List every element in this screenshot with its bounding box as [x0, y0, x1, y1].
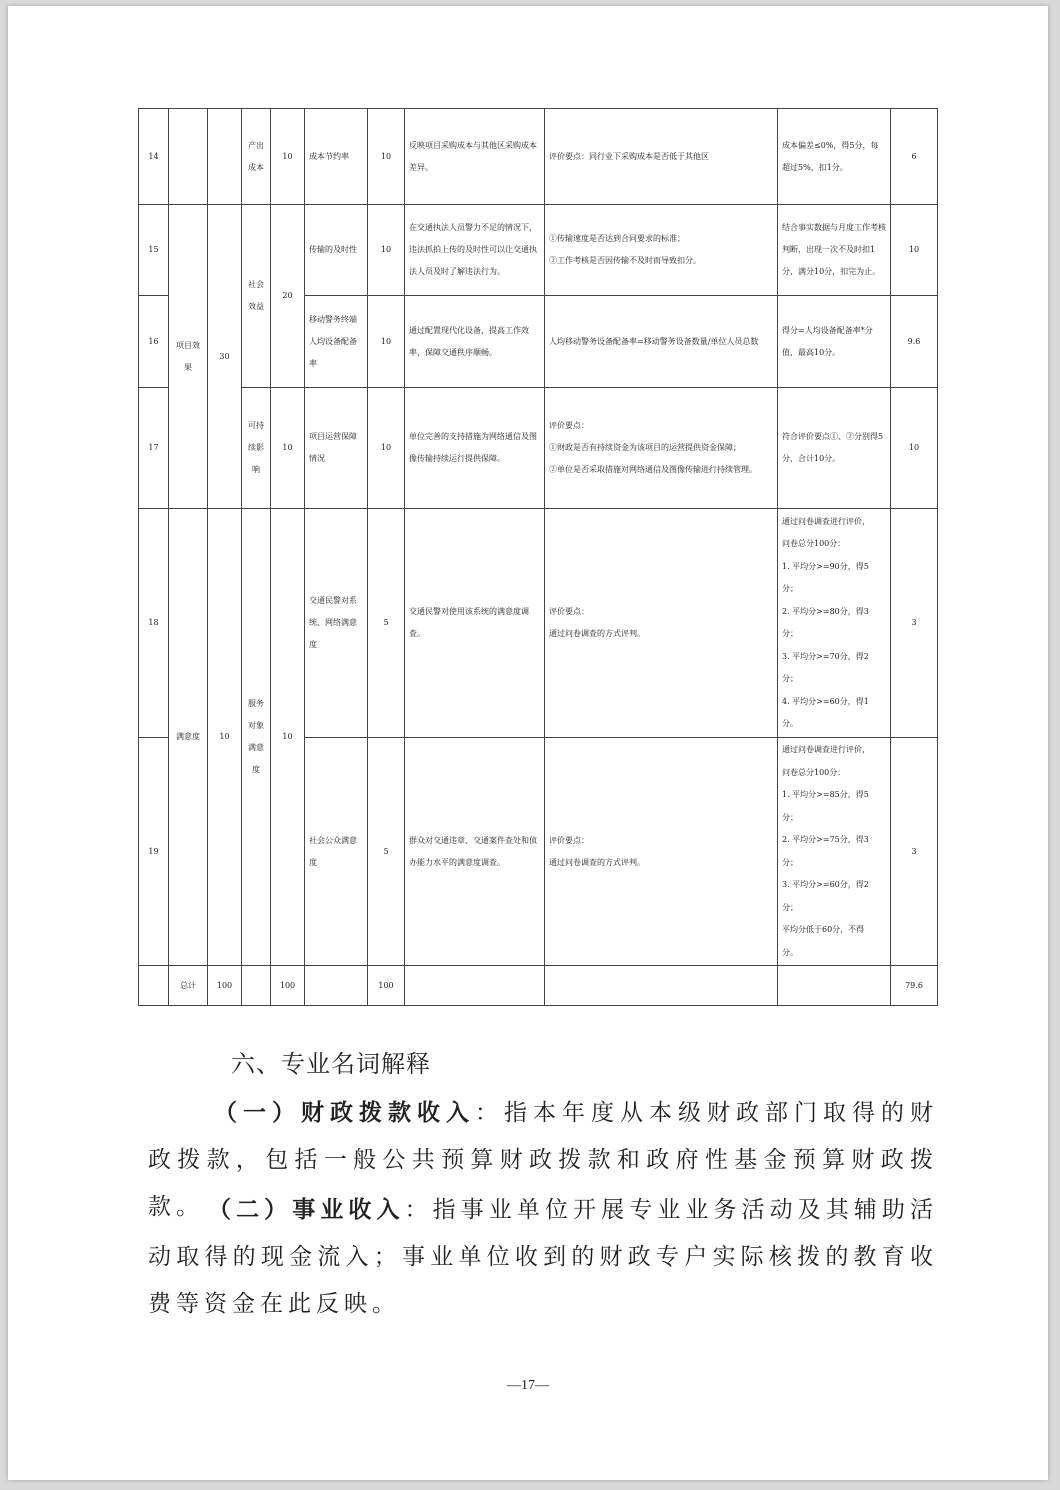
level3-score: 10	[271, 509, 305, 966]
empty-cell	[305, 966, 368, 1006]
standard-line: 1. 平均分>=85分，得5	[782, 790, 869, 799]
standard-line: 1. 平均分>=90分，得5	[782, 561, 869, 571]
total-row	[139, 966, 938, 1006]
result-score: 10	[891, 205, 938, 296]
level1-score-cell	[208, 109, 242, 205]
standard-line: 分；	[782, 857, 798, 867]
table-row	[139, 205, 938, 296]
evaluation-criteria	[545, 388, 778, 509]
row-number: 18	[139, 509, 169, 738]
definition-text: ：指事业单位开展专业业务活动及其辅助活动取得的现金流入；事业单位收到的财政专户实际核拨的教育收费等资金在此反映。	[148, 1197, 939, 1317]
table-row	[139, 509, 938, 738]
level1-indicator: 满意度	[169, 509, 208, 966]
row-number: 15	[139, 205, 169, 296]
result-score: 10	[891, 388, 938, 509]
scoring-standard: 成本偏差≤0%，得5分，每超过5%，扣1分。	[778, 109, 891, 205]
standard-line: 3. 平均分>=70分，得2	[782, 651, 869, 661]
standard-line: 3. 平均分>=60分，得2	[782, 880, 869, 889]
total-result: 79.6	[891, 966, 938, 1006]
standard-line: 分。	[782, 719, 798, 728]
standard-line: 4. 平均分>=60分，得1	[782, 696, 869, 706]
table-row	[139, 109, 938, 205]
evaluation-criteria	[545, 509, 778, 738]
definition-term: （一）财政拨款收入	[214, 1100, 475, 1126]
scoring-standard	[778, 509, 891, 738]
result-score: 6	[891, 109, 938, 205]
evaluation-criteria: 人均移动警务设备配备率=移动警务设备数量/单位人员总数	[545, 296, 778, 388]
indicator-name: 交通民警对系统、网络满意度	[305, 509, 368, 738]
total-label: 总计	[169, 966, 208, 1006]
standard-line: 2. 平均分>=80分，得3	[782, 606, 869, 616]
row-number: 14	[139, 109, 169, 205]
criteria-line: ②工作考核是否因传输不及时而导致扣分。	[549, 256, 701, 265]
criteria-line: 评价要点：	[549, 835, 589, 845]
level3-indicator: 社会效益	[242, 205, 271, 388]
table-row	[139, 388, 938, 509]
level3-indicator: 产出成本	[242, 109, 271, 205]
evaluation-criteria: 评价要点：同行业下采购成本是否低于其他区	[545, 109, 778, 205]
standard-line: 分；	[782, 584, 798, 593]
indicator-description: 群众对交通违章、交通案件查处和侦办能力水平的满意度调查。	[405, 738, 545, 966]
definition-text: ：指本年度从本级财政部门取得的财政拨款，包括一般公共预算财政拨款和政府性基金预算财政拨款。	[148, 1100, 938, 1220]
total-score: 100	[368, 966, 405, 1006]
level1-score: 10	[208, 509, 242, 966]
page-number: —17—	[507, 1378, 549, 1393]
empty-cell	[545, 966, 778, 1006]
indicator-description: 单位完善的支持措施为网络通信及图像传输持续运行提供保障。	[405, 388, 545, 509]
total-level3-score: 100	[271, 966, 305, 1006]
scoring-standard: 符合评价要点①、②分别得5分，合计10分。	[778, 388, 891, 509]
criteria-line: 通过问卷调查的方式评判。	[549, 857, 645, 867]
criteria-line: 评价要点：	[549, 607, 589, 616]
standard-line: 通过问卷调查进行评价，	[782, 745, 870, 754]
standard-line: 2. 平均分>=75分，得3	[782, 835, 869, 844]
standard-line: 分；	[782, 629, 798, 638]
criteria-line: 评价要点：	[549, 421, 589, 430]
criteria-line: 通过问卷调查的方式评判。	[549, 629, 645, 638]
level1-indicator: 项目效果	[169, 205, 208, 509]
criteria-line: ①传输速度是否达到合同要求的标准；	[549, 234, 685, 243]
indicator-name: 传输的及时性	[305, 205, 368, 296]
indicator-score: 10	[368, 296, 405, 388]
total-level1-score: 100	[208, 966, 242, 1006]
standard-line: 通过问卷调查进行评价，	[782, 516, 870, 526]
result-score: 3	[891, 509, 938, 738]
standard-line: 分；	[782, 674, 798, 683]
row-number: 19	[139, 738, 169, 966]
level3-score: 10	[271, 109, 305, 205]
level3-indicator: 服务对象满意度	[242, 509, 271, 966]
criteria-line: ①财政是否有持续资金为该项目的运营提供资金保障；	[549, 443, 741, 452]
section-heading: 六、专业名词解释	[231, 1050, 431, 1078]
document-page	[8, 6, 1048, 1480]
indicator-name: 社会公众满意度	[305, 738, 368, 966]
indicator-name: 移动警务终端人均设备配备率	[305, 296, 368, 388]
level3-score: 20	[271, 205, 305, 388]
standard-line: 问卷总分100分：	[782, 539, 846, 548]
scoring-standard	[778, 738, 891, 966]
indicator-description: 在交通执法人员警力不足的情况下，违法抓拍上传的及时性可以让交通执法人员及时了解违法行为。	[405, 205, 545, 296]
indicator-description: 通过配置现代化设备，提高工作效率，保障交通秩序顺畅。	[405, 296, 545, 388]
indicator-name: 成本节约率	[305, 109, 368, 205]
result-score: 3	[891, 738, 938, 966]
standard-line: 分；	[782, 902, 798, 912]
level3-score: 10	[271, 388, 305, 509]
definition-term: （二）事业收入	[208, 1197, 405, 1223]
indicator-score: 5	[368, 738, 405, 966]
definition-paragraph	[148, 1187, 938, 1328]
indicator-score: 10	[368, 205, 405, 296]
result-score: 9.6	[891, 296, 938, 388]
scoring-standard: 得分=人均设备配备率*分值，最高10分。	[778, 296, 891, 388]
empty-cell	[405, 966, 545, 1006]
indicator-description: 交通民警对使用该系统的满意度调查。	[405, 509, 545, 738]
standard-line: 分；	[782, 812, 798, 822]
indicator-score: 5	[368, 509, 405, 738]
level1-score: 30	[208, 205, 242, 509]
standard-line: 分。	[782, 947, 798, 957]
evaluation-criteria	[545, 205, 778, 296]
indicator-score: 10	[368, 388, 405, 509]
indicator-name: 项目运营保障情况	[305, 388, 368, 509]
empty-cell	[778, 966, 891, 1006]
criteria-line: ②单位是否采取措施对网络通信及图像传输进行持续管理。	[549, 465, 757, 474]
indicator-score: 10	[368, 109, 405, 205]
level1-cell	[169, 109, 208, 205]
row-number: 17	[139, 388, 169, 509]
row-number: 16	[139, 296, 169, 388]
standard-line: 平均分低于60分，不得	[782, 925, 865, 934]
row-number	[139, 966, 169, 1006]
performance-evaluation-table	[138, 108, 938, 1006]
level3-indicator: 可持续影响	[242, 388, 271, 509]
standard-line: 问卷总分100分：	[782, 767, 846, 777]
evaluation-criteria	[545, 738, 778, 966]
indicator-description: 反映项目采购成本与其他区采购成本差异。	[405, 109, 545, 205]
scoring-standard: 结合事实数据与月度工作考核判断，出现一次不及时扣1分，满分10分，扣完为止。	[778, 205, 891, 296]
empty-cell	[242, 966, 271, 1006]
